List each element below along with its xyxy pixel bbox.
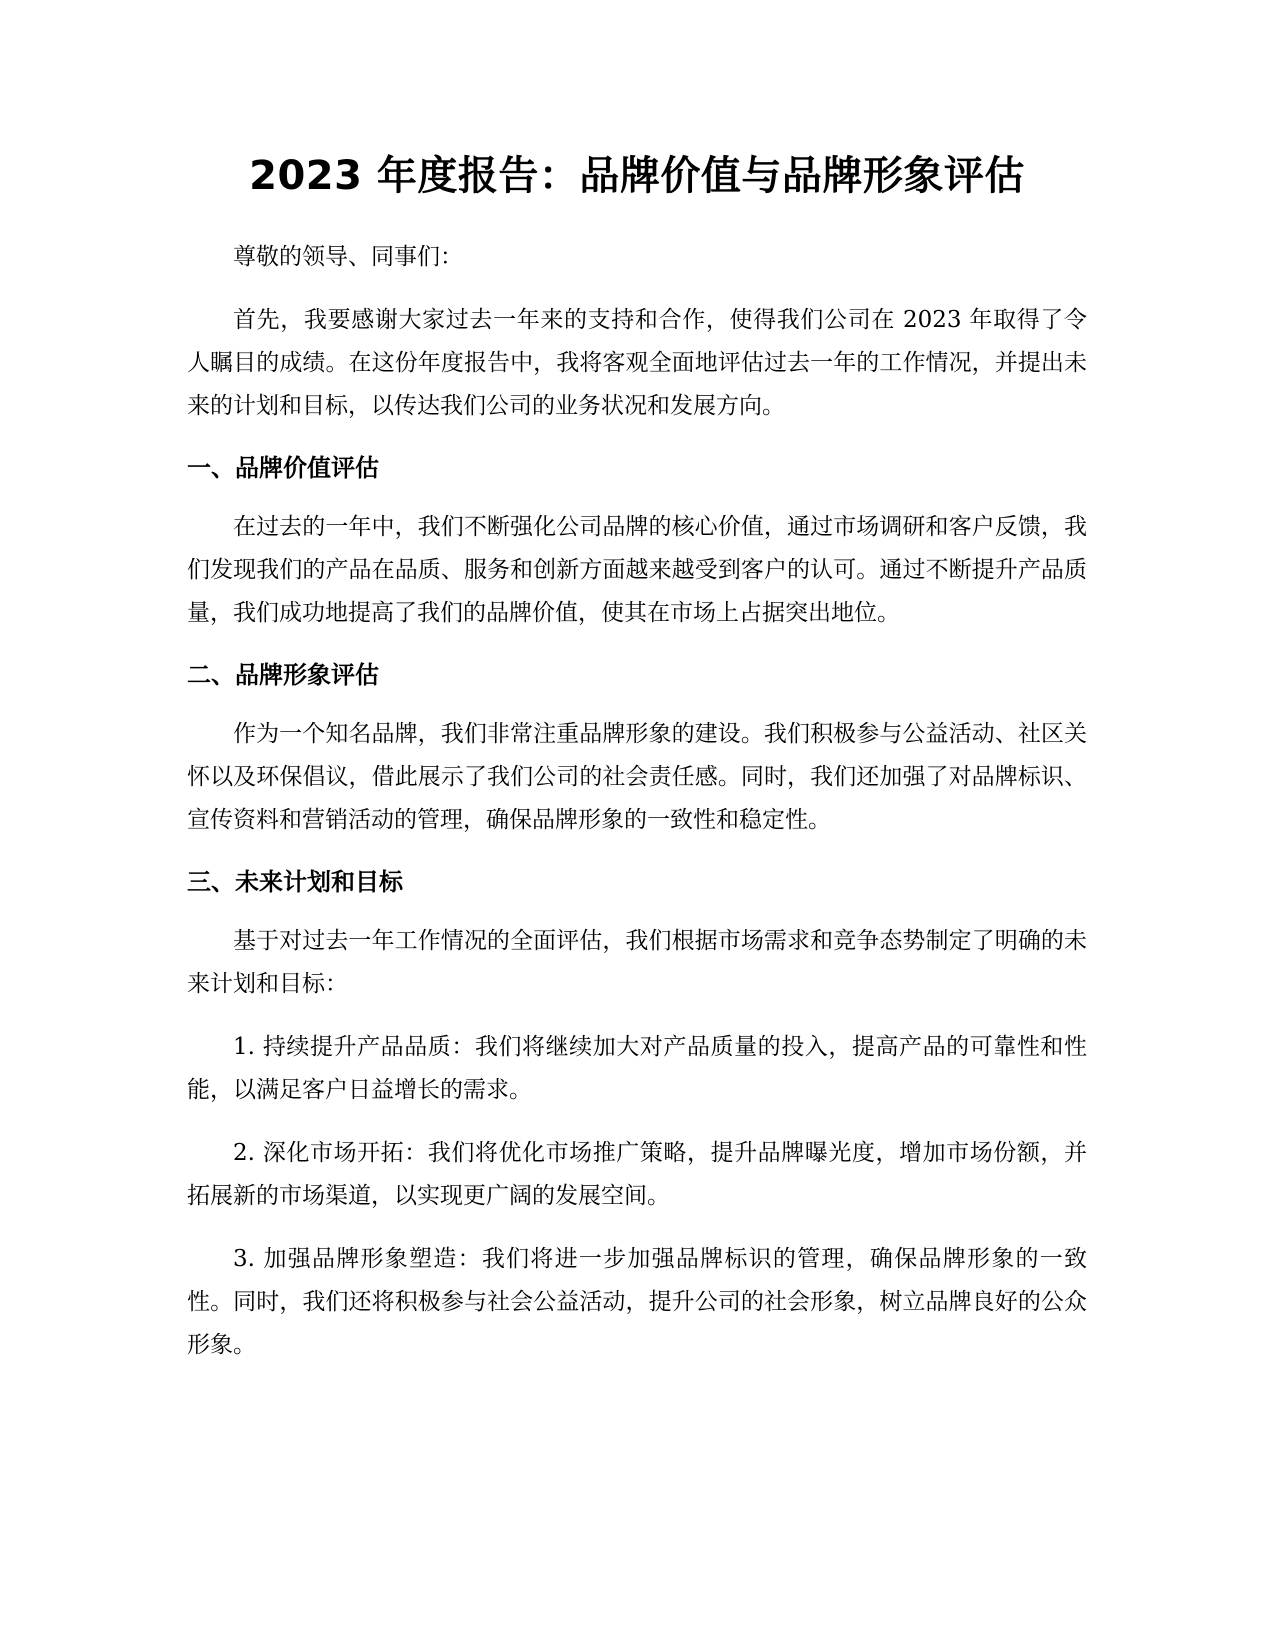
intro-paragraph: 首先，我要感谢大家过去一年来的支持和合作，使得我们公司在 2023 年取得了令人瞩目的成绩。在这份年度报告中，我将客观全面地评估过去一年的工作情况，并提出未来的计划和目标，以传达我们公司的业务状况和发展方向。 [187,307,1087,419]
plan-item-1: 1. 持续提升产品品质：我们将继续加大对产品质量的投入，提高产品的可靠性和性能，以满足客户日益增长的需求。 [187,1034,1087,1103]
section-heading-brand-image: 二、品牌形象评估 [187,661,379,689]
section-heading-brand-value: 一、品牌价值评估 [187,454,379,482]
document-title: 2023 年度报告：品牌价值与品牌形象评估 [249,153,1025,199]
greeting-paragraph: 尊敬的领导、同事们： [233,244,463,270]
plan-item-2: 2. 深化市场开拓：我们将优化市场推广策略，提升品牌曝光度，增加市场份额，并拓展新的市场渠道，以实现更广阔的发展空间。 [187,1140,1087,1209]
document-body [187,148,1087,1387]
brand-image-paragraph: 作为一个知名品牌，我们非常注重品牌形象的建设。我们积极参与公益活动、社区关怀以及环保倡议，借此展示了我们公司的社会责任感。同时，我们还加强了对品牌标识、宣传资料和营销活动的管理，确保品牌形象的一致性和稳定性。 [187,721,1087,833]
brand-value-paragraph: 在过去的一年中，我们不断强化公司品牌的核心价值，通过市场调研和客户反馈，我们发现我们的产品在品质、服务和创新方面越来越受到客户的认可。通过不断提升产品质量，我们成功地提高了我们的品牌价值，使其在市场上占据突出地位。 [187,514,1087,626]
plan-item-3: 3. 加强品牌形象塑造：我们将进一步加强品牌标识的管理，确保品牌形象的一致性。同时，我们还将积极参与社会公益活动，提升公司的社会形象，树立品牌良好的公众形象。 [187,1246,1087,1358]
future-plans-intro-paragraph: 基于对过去一年工作情况的全面评估，我们根据市场需求和竞争态势制定了明确的未来计划和目标： [187,928,1087,997]
section-heading-future-plans: 三、未来计划和目标 [187,868,403,896]
